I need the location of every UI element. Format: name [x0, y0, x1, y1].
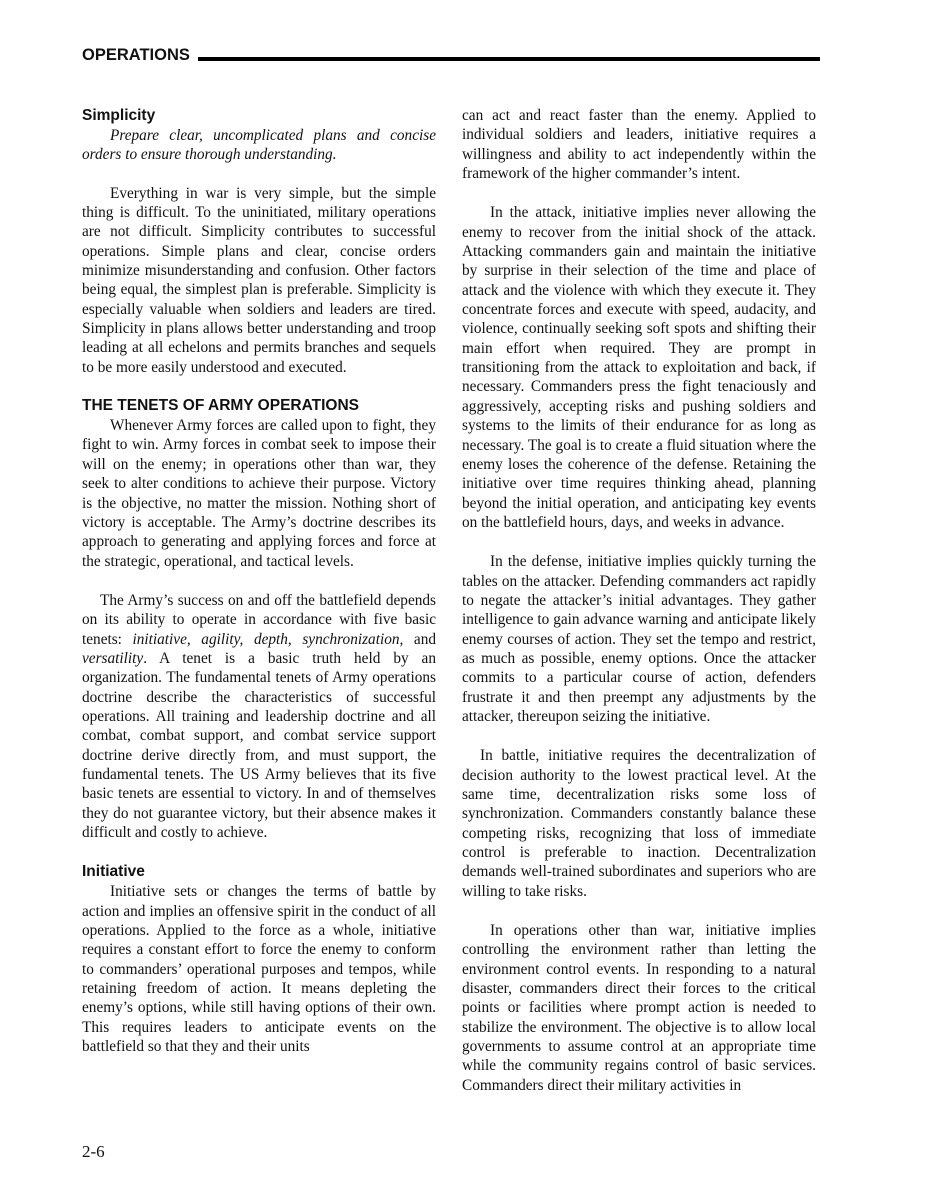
simplicity-body: Everything in war is very simple, but the simple thing is difficult. To the uninitiated, military operations are not difficult. Simplicity contributes to successful operations. Simple plans and clear, concise orders minimize misunderstanding and confusion. Other factors being equal, the simplest plan is preferable. Simplicity is especially valuable when soldiers and leaders are tired. Simplicity in plans allows better understanding and troop leading at all echelons and permits branches and sequels to be more easily understood and executed.: [82, 184, 436, 376]
initiative-attack: In the attack, initiative implies never allowing the enemy to recover from the initial shock of the attack. Attacking commanders gain and maintain the initiative by surprise in their selection of the time and place of attack and the violence with which they execute it. They concentrate forces and execute with speed, audacity, and violence, continually seeking soft spots and shifting their main effort when required. They are prompt in transitioning from the attack to exploitation and back, if necessary. Commanders press the fight tenaciously and aggressively, accepting risks and pushing soldiers and systems to the limits of their endurance for as long as necessary. The goal is to create a fluid situation where the enemy loses the coherence of the defense. Retaining the initiative over time requires thinking ahead, planning beyond the initial operation, and anticipating key events on the battlefield hours, days, and weeks in advance.: [462, 204, 816, 531]
initiative-para-1-cont: can act and react faster than the enemy. Applied to individual soldiers and leaders, initiative requires a willingness and ability to act independently within the framework of the higher commander’s intent.: [462, 107, 816, 183]
tenets-and: and: [403, 630, 436, 648]
page-number: 2-6: [82, 1142, 105, 1161]
initiative-defense: In the defense, initiative implies quickly turning the tables on the attacker. Defending commanders act rapidly to negate the attacker’s initial advantages. They gather intelligence to gain advance warning and anticipate likely enemy courses of action. They set the tempo and restrict, as much as possible, enemy options. Once the attacker commits to a particular course of action, defenders frustrate it and then preempt any adjustments by the attacker, thereupon seizing the initiative.: [462, 553, 816, 725]
heading-simplicity: Simplicity: [82, 107, 156, 124]
header-title: OPERATIONS: [82, 46, 190, 64]
right-column: [462, 106, 816, 1095]
initiative-ootw: In operations other than war, initiative implies controlling the environment rather than letting the environment control events. In responding to a natural disaster, commanders direct their forces to the critical points or facilities where prompt action is needed to stabilize the environment. The objective is to allow local governments to assume control at an appropriate time while the community regains control of basic services. Commanders direct their military activities in: [462, 922, 816, 1094]
tenets-para-2: [82, 591, 436, 842]
header-rule: [198, 57, 820, 61]
heading-tenets: THE TENETS OF ARMY OPERATIONS: [82, 397, 360, 415]
initiative-battle: In battle, initiative requires the decentralization of decision authority to the lowest practical level. At the same time, decentralization risks some loss of synchronization. Commanders constantly balance these competing risks, recognizing that loss of immediate control is preferable to inaction. Decentralization demands well-trained subordinates and superiors who are willing to take risks.: [462, 747, 816, 900]
tenets-para-2-rest: . A tenet is a basic truth held by an organization. The fundamental tenets of Army operations doctrine describe the characteristics of successful operations. All training and leadership doctrine and all combat, combat support, and combat service support doctrine derive directly from, and must support, the fundamental tenets. The US Army believes that its five basic tenets are essential to victory. In and of themselves they do not guarantee victory, but their absence makes it difficult and costly to achieve.: [82, 649, 436, 841]
tenet-versatility: versatility: [82, 649, 144, 667]
tenets-para-1: Whenever Army forces are called upon to fight, they fight to win. Army forces in combat seek to impose their will on the enemy; in operations other than war, they seek to alter conditions to achieve their purpose. Victory is the objective, no matter the mission. Nothing short of victory is acceptable. The Army’s doctrine describes its approach to generating and applying forces and force at the strategic, operational, and tactical levels.: [82, 417, 436, 570]
heading-initiative: Initiative: [82, 863, 145, 881]
running-header: [82, 42, 820, 64]
tenets-para-2-start: The Army’s success on and off the battlefield depends on its ability to operate in accordance with five basic tenets:: [82, 591, 436, 648]
tenets-list: initiative, agility, depth, synchronization,: [132, 630, 404, 648]
simplicity-principle: Prepare clear, uncomplicated plans and concise orders to ensure thorough understanding.: [82, 127, 436, 164]
initiative-para-1: Initiative sets or changes the terms of battle by action and implies an offensive spirit in the conduct of all operations. Applied to the force as a whole, initiative requires a constant effort to force the enemy to conform to commanders’ operational purposes and tempos, while retaining freedom of action. It means depleting the enemy’s options, while still having options of their own. This requires leaders to anticipate events on the battlefield so that they and their units: [82, 883, 436, 1056]
left-column: [82, 106, 436, 1056]
